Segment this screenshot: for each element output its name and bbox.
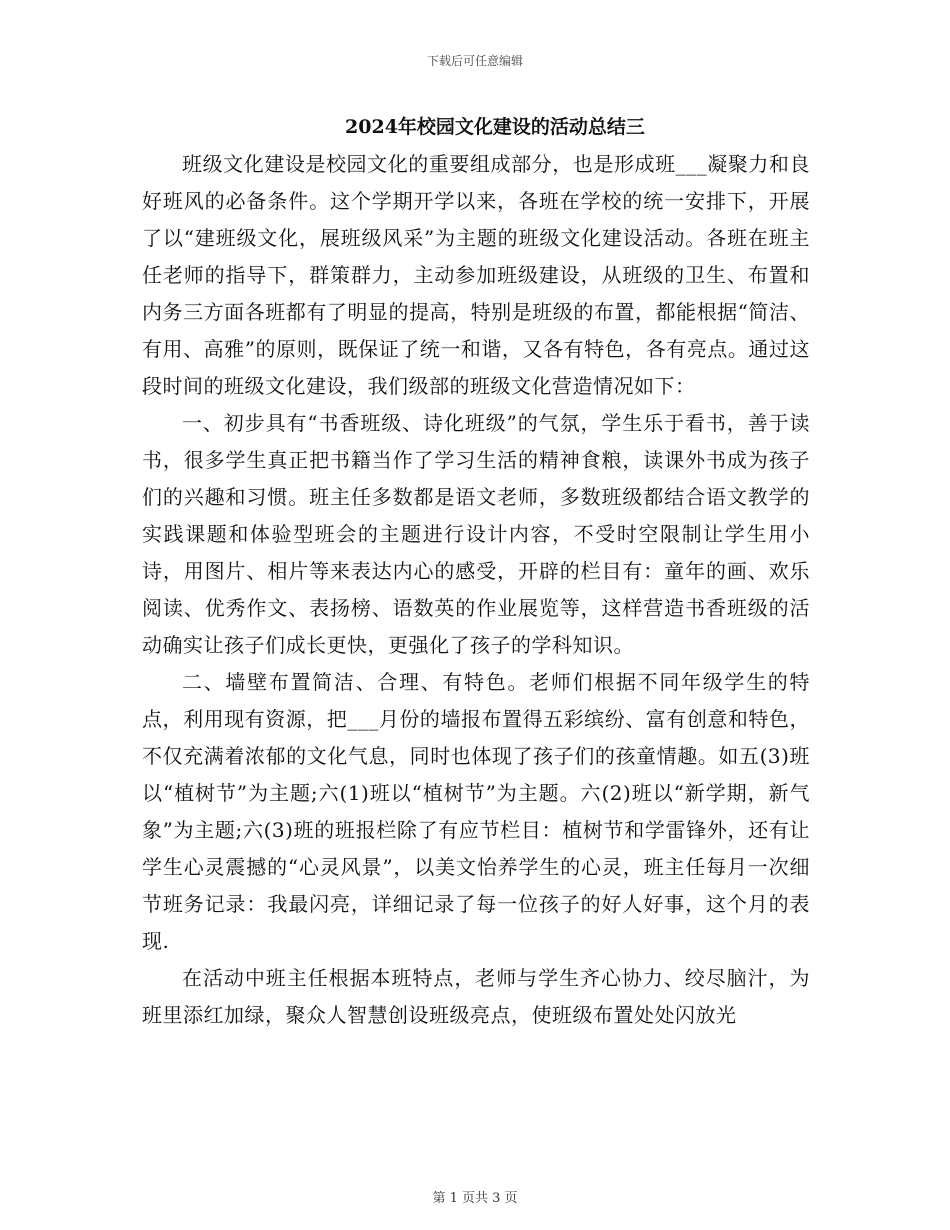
document-title: 2024年校园文化建设的活动总结三	[345, 116, 645, 138]
page-header-note: 下载后可任意编辑	[426, 54, 523, 68]
page-number-footer: 第 1 页共 3 页	[432, 1191, 518, 1206]
paragraph-activity: 在活动中班主任根据本班特点，老师与学生齐心协力、绞尽脑汁，为班里添红加绿，聚众人智慧创设班级亮点，使班级布置处处闪放光	[142, 966, 810, 1027]
paragraph-section-one: 一、初步具有“书香班级、诗化班级”的气氛，学生乐于看书，善于读书，很多学生真正把书籍当作了学习生活的精神食粮，读课外书成为孩子们的兴趣和习惯。班主任多数都是语文老师，多数班级都结合语文教学的实践课题和体验型班会的主题进行设计内容，不受时空限制让学生用小诗，用图片、相片等来表达内心的感受，开辟的栏目有：童年的画、欢乐阅读、优秀作文、表扬榜、语数英的作业展览等，这样营造书香班级的活动确实让孩子们成长更快，更强化了孩子的学科知识。	[142, 411, 810, 657]
document-body	[142, 146, 810, 1034]
paragraph-section-two: 二、墙壁布置简洁、合理、有特色。老师们根据不同年级学生的特点，利用现有资源，把___月份的墙报布置得五彩缤纷、富有创意和特色，不仅充满着浓郁的文化气息，同时也体现了孩子们的孩童情趣。如五(3)班以“植树节”为主题;六(1)班以“植树节”为主题。六(2)班以“新学期，新气象”为主题;六(3)班的班报栏除了有应节栏目：植树节和学雷锋外，还有让学生心灵震撼的“心灵风景”，以美文怡养学生的心灵，班主任每月一次细节班务记录：我最闪亮，详细记录了每一位孩子的好人好事，这个月的表现.	[142, 670, 810, 953]
paragraph-intro: 班级文化建设是校园文化的重要组成部分，也是形成班___凝聚力和良好班风的必备条件。这个学期开学以来，各班在学校的统一安排下，开展了以“建班级文化，展班级风采”为主题的班级文化建设活动。各班在班主任老师的指导下，群策群力，主动参加班级建设，从班级的卫生、布置和内务三方面各班都有了明显的提高，特别是班级的布置，都能根据“简洁、有用、高雅”的原则，既保证了统一和谐，又各有特色，各有亮点。通过这段时间的班级文化建设，我们级部的班级文化营造情况如下：	[142, 152, 810, 398]
